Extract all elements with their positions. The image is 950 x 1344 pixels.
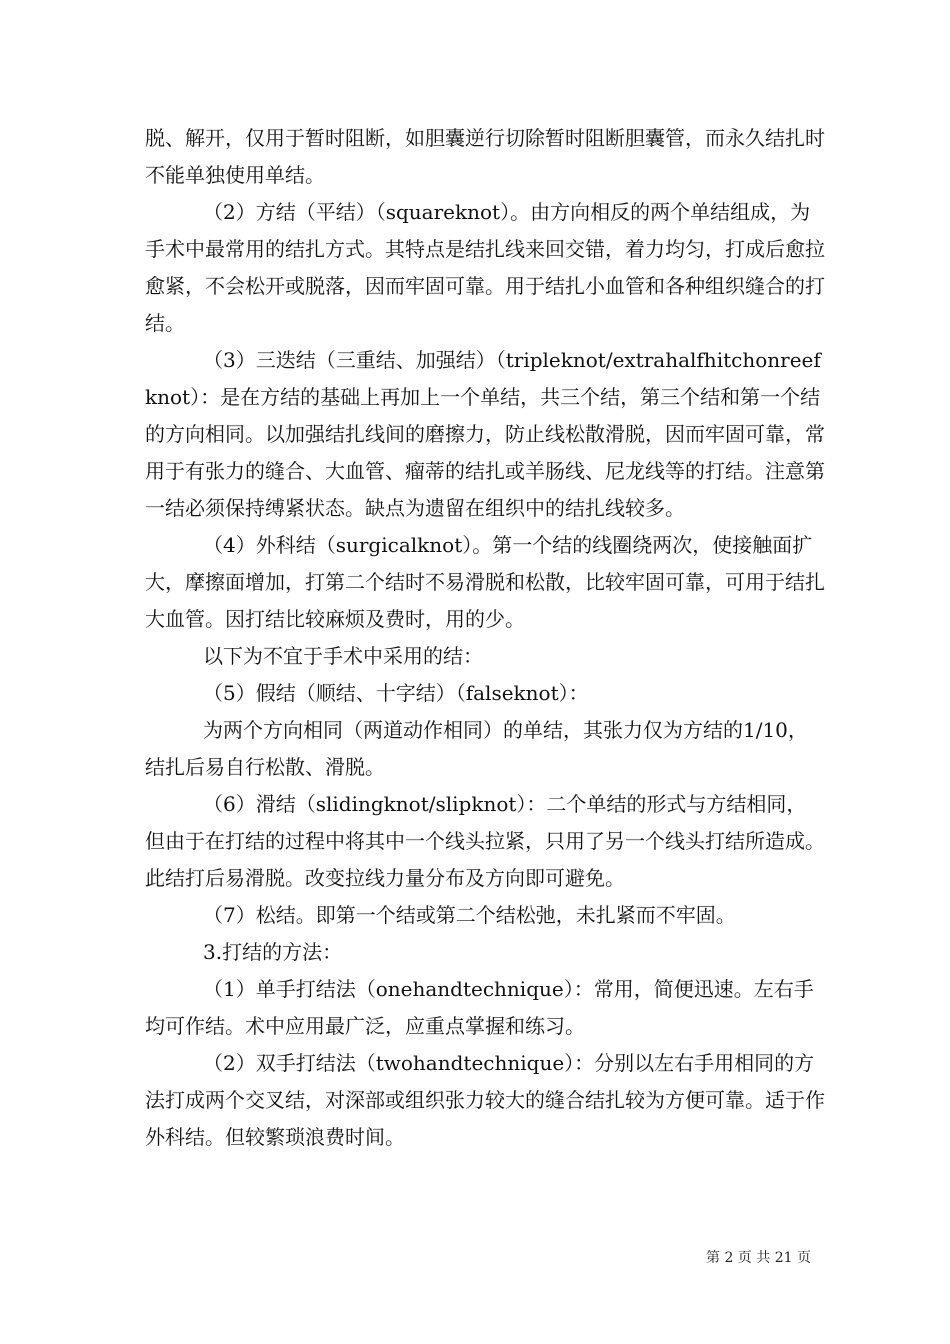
paragraph-one-hand-technique: （1）单手打结法（onehandtechnique）：常用，简便迅速。左右手均可作结。术中应用最广泛，应重点掌握和练习。 [145, 977, 814, 1038]
paragraph-continuation: 脱、解开，仅用于暂时阻断，如胆囊逆行切除暂时阻断胆囊管，而永久结扎时不能单独使用单结。 [145, 126, 825, 187]
paragraph-surgical-knot: （4）外科结（surgicalknot）。第一个结的线圈绕两次，使接触面扩大，摩擦面增加，打第二个结时不易滑脱和松散，比较牢固可靠，可用于结扎大血管。因打结比较麻烦及费时，用的少。 [145, 533, 825, 631]
paragraph-unsuitable-intro: 以下为不宜于手术中采用的结： [203, 644, 483, 668]
section-heading-knot-methods: 3.打结的方法： [203, 940, 343, 964]
paragraph-square-knot: （2）方结（平结）（squareknot）。由方向相反的两个单结组成，为手术中最常用的结扎方式。其特点是结扎线来回交错，着力均匀，打成后愈拉愈紧，不会松开或脱落，因而牢固可靠。用于结扎小血管和各种组织缝合的打结。 [145, 200, 825, 335]
paragraph-triple-knot: （3）三迭结（三重结、加强结）（tripleknot/extrahalfhitchonreefknot）：是在方结的基础上再加上一个单结，共三个结，第三个结和第一个结的方向相同。以加强结扎线间的磨擦力，防止线松散滑脱，因而牢固可靠，常用于有张力的缝合、大血管、瘤蒂的结扎或羊肠线、尼龙线等的打结。注意第一结必须保持缚紧状态。缺点为遗留在组织中的结扎线较多。 [145, 348, 825, 520]
page-number: 第 2 页 共 21 页 [706, 1250, 811, 1266]
paragraph-loose-knot: （7）松结。即第一个结或第二个结松弛，未扎紧而不牢固。 [203, 903, 736, 927]
paragraph-false-knot-title: （5）假结（顺结、十字结）（falseknot）： [203, 681, 589, 705]
paragraph-two-hand-technique: （2）双手打结法（twohandtechnique）：分别以左右手用相同的方法打成两个交叉结，对深部或组织张力较大的缝合结扎较为方便可靠。适于作外科结。但较繁琐浪费时间。 [145, 1051, 825, 1149]
paragraph-false-knot-desc: 为两个方向相同（两道动作相同）的单结，其张力仅为方结的1/10，结扎后易自行松散、滑脱。 [145, 718, 808, 779]
paragraph-sliding-knot: （6）滑结（slidingknot/slipknot）：二个单结的形式与方结相同，但由于在打结的过程中将其中一个线头拉紧，只用了另一个线头打结所造成。此结打后易滑脱。改变拉线力量分布及方向即可避免。 [145, 792, 825, 890]
document-body [145, 120, 825, 1156]
